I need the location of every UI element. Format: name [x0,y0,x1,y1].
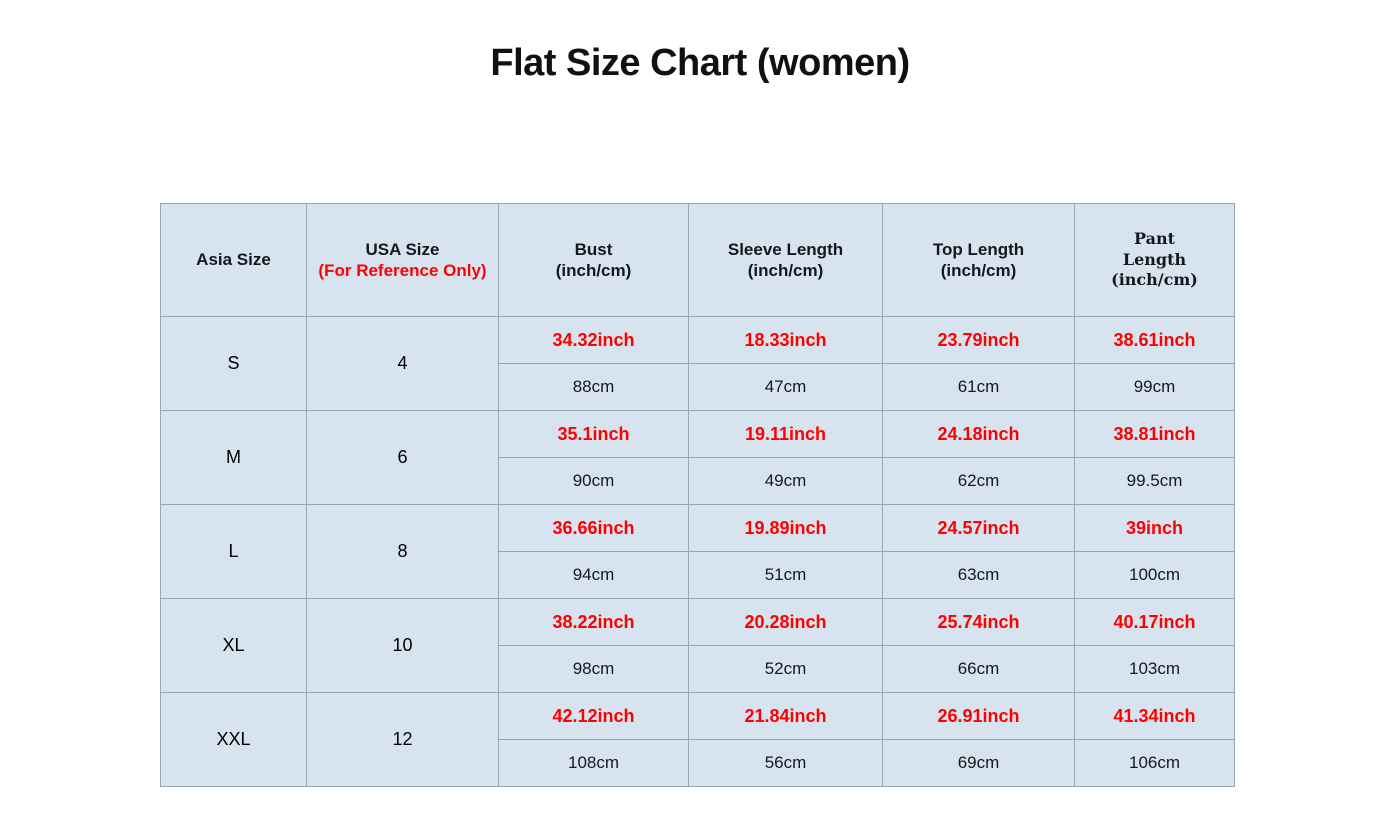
cell-bust-inch: 35.1inch [499,411,689,458]
cell-top-cm: 63cm [883,552,1075,599]
cell-sleeve-cm: 49cm [689,458,883,505]
header-pant-label-1: Pant [1134,228,1175,248]
cell-asia-size: S [161,317,307,411]
cell-top-cm: 61cm [883,364,1075,411]
cell-bust-cm: 88cm [499,364,689,411]
cell-bust-inch: 38.22inch [499,599,689,646]
table-row [161,599,1235,646]
cell-pant-cm: 103cm [1075,646,1235,693]
cell-sleeve-cm: 51cm [689,552,883,599]
cell-bust-inch: 42.12inch [499,693,689,740]
table-header-row [161,204,1235,317]
cell-asia-size: L [161,505,307,599]
cell-sleeve-inch: 20.28inch [689,599,883,646]
page-title: Flat Size Chart (women) [490,42,910,84]
table-row [161,317,1235,364]
size-chart-table [160,203,1235,787]
header-sleeve-label: Sleeve Length [727,239,844,259]
cell-pant-cm: 100cm [1075,552,1235,599]
cell-bust-cm: 98cm [499,646,689,693]
header-bust-unit: (inch/cm) [555,261,632,280]
cell-usa-size: 10 [307,599,499,693]
column-header-top-length [883,204,1075,317]
cell-pant-inch: 38.81inch [1075,411,1235,458]
cell-top-cm: 69cm [883,740,1075,787]
cell-usa-size: 4 [307,317,499,411]
cell-sleeve-inch: 18.33inch [689,317,883,364]
cell-sleeve-inch: 21.84inch [689,693,883,740]
cell-top-cm: 66cm [883,646,1075,693]
cell-asia-size: XXL [161,693,307,787]
cell-bust-inch: 34.32inch [499,317,689,364]
column-header-bust [499,204,689,317]
cell-top-cm: 62cm [883,458,1075,505]
cell-sleeve-inch: 19.11inch [689,411,883,458]
cell-bust-cm: 108cm [499,740,689,787]
header-top-label: Top Length [932,239,1025,259]
cell-pant-cm: 99cm [1075,364,1235,411]
cell-sleeve-cm: 56cm [689,740,883,787]
column-header-asia-size [161,204,307,317]
cell-bust-cm: 90cm [499,458,689,505]
cell-pant-cm: 106cm [1075,740,1235,787]
cell-top-inch: 24.57inch [883,505,1075,552]
cell-sleeve-inch: 19.89inch [689,505,883,552]
header-pant-label-2: Length [1122,249,1187,269]
cell-pant-inch: 38.61inch [1075,317,1235,364]
cell-sleeve-cm: 47cm [689,364,883,411]
cell-pant-inch: 39inch [1075,505,1235,552]
size-chart-container [160,203,1234,787]
cell-bust-inch: 36.66inch [499,505,689,552]
header-usa-label: USA Size [365,239,440,259]
cell-usa-size: 8 [307,505,499,599]
cell-top-inch: 26.91inch [883,693,1075,740]
header-bust-label: Bust [574,239,613,259]
table-row [161,505,1235,552]
column-header-pant-length [1075,204,1235,317]
cell-pant-cm: 99.5cm [1075,458,1235,505]
cell-usa-size: 12 [307,693,499,787]
table-body [161,317,1235,787]
column-header-sleeve-length [689,204,883,317]
cell-usa-size: 6 [307,411,499,505]
header-sleeve-unit: (inch/cm) [747,261,824,280]
cell-sleeve-cm: 52cm [689,646,883,693]
cell-top-inch: 25.74inch [883,599,1075,646]
table-row [161,693,1235,740]
header-usa-note: (For Reference Only) [318,261,487,280]
cell-top-inch: 24.18inch [883,411,1075,458]
header-pant-unit: (inch/cm) [1111,270,1198,290]
table-row [161,411,1235,458]
cell-bust-cm: 94cm [499,552,689,599]
cell-top-inch: 23.79inch [883,317,1075,364]
cell-asia-size: XL [161,599,307,693]
cell-asia-size: M [161,411,307,505]
header-asia-label: Asia Size [196,250,271,270]
header-top-unit: (inch/cm) [940,261,1017,280]
cell-pant-inch: 40.17inch [1075,599,1235,646]
cell-pant-inch: 41.34inch [1075,693,1235,740]
column-header-usa-size [307,204,499,317]
table-header [161,204,1235,317]
